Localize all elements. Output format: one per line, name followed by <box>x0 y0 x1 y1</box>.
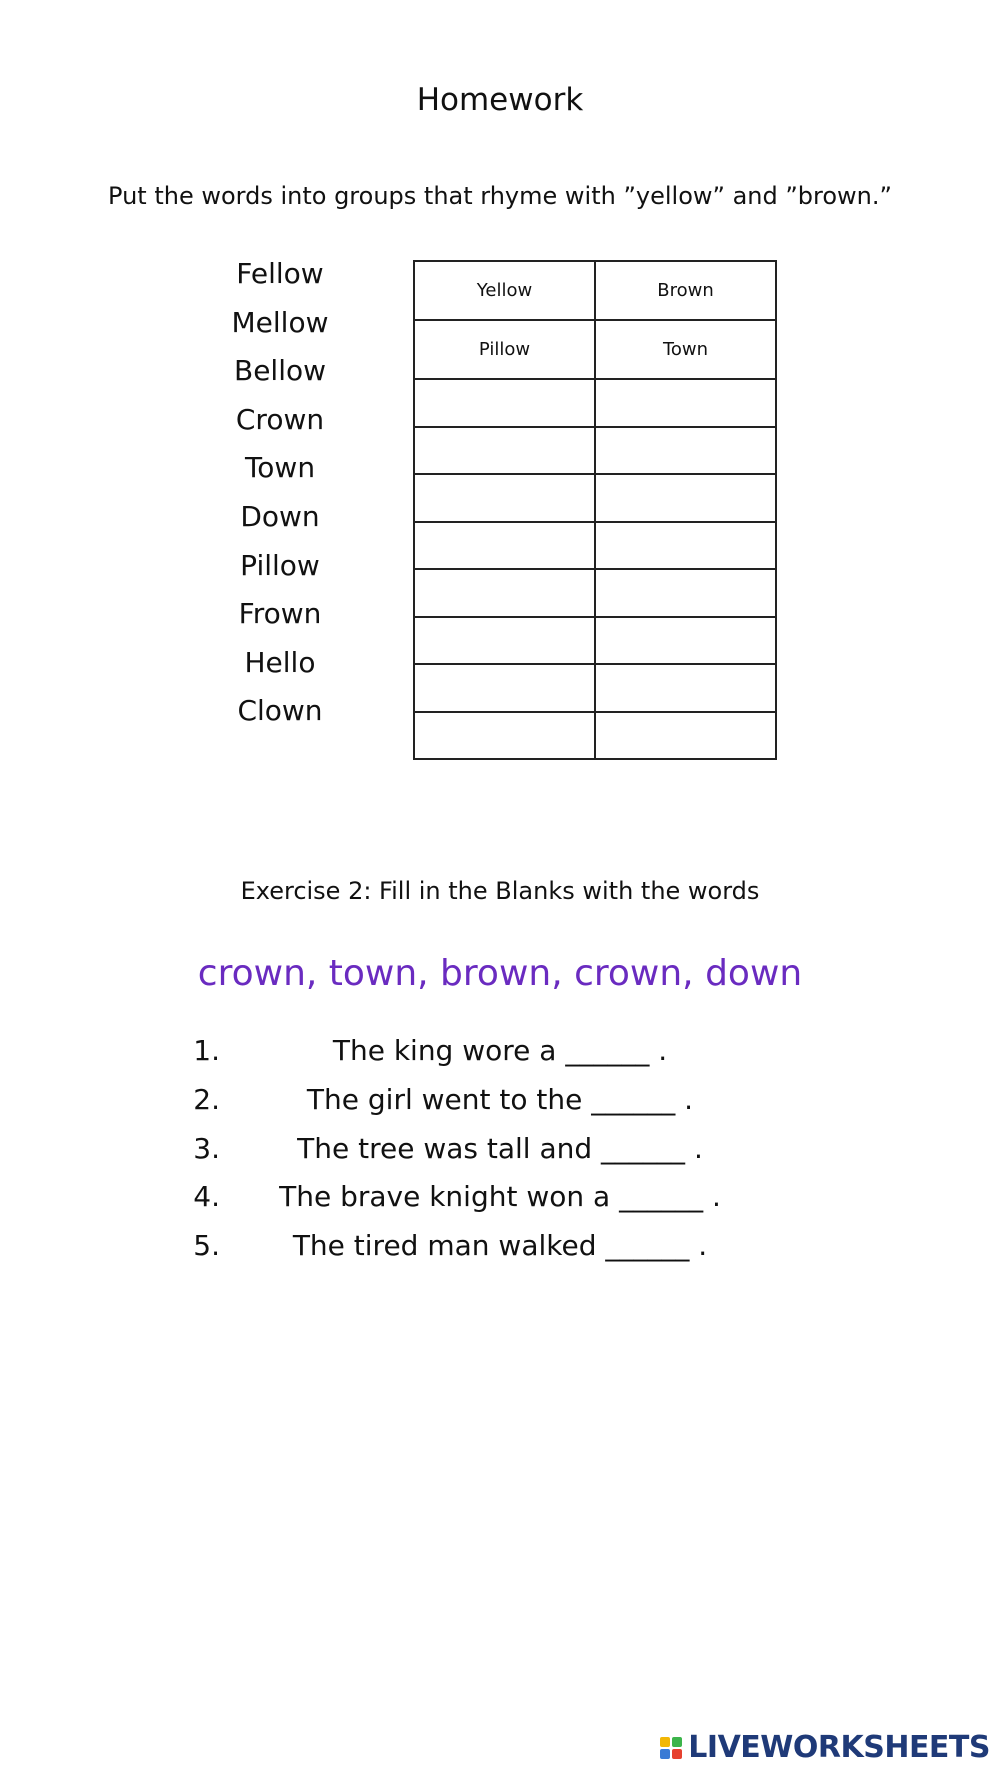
answer-cell-yellow[interactable] <box>414 712 595 760</box>
word-item: Hello <box>244 645 316 679</box>
answer-cell-yellow[interactable] <box>414 617 595 665</box>
brand-text: LIVEWORKSHEETS <box>688 1730 990 1765</box>
exercise-2-heading: Exercise 2: Fill in the Blanks with the words <box>240 877 760 905</box>
liveworksheets-logo-icon <box>660 1737 682 1759</box>
sentence-text: The tree was tall and ______ . <box>297 1131 703 1165</box>
table-row <box>414 664 776 712</box>
table-row <box>414 569 776 617</box>
sentence-number: 1. <box>193 1034 220 1067</box>
answer-cell-brown[interactable] <box>595 617 776 665</box>
table-row <box>414 474 776 522</box>
sentence-number: 2. <box>193 1082 220 1116</box>
answer-cell-brown[interactable] <box>595 474 776 522</box>
answer-cell-yellow[interactable] <box>414 664 595 712</box>
answer-cell-brown[interactable] <box>595 427 776 475</box>
table-header-row <box>414 261 776 320</box>
word-item: Crown <box>235 402 325 436</box>
column-header-brown: Brown <box>595 261 776 320</box>
logo-square <box>660 1749 670 1759</box>
answer-cell-yellow[interactable] <box>414 569 595 617</box>
answer-cell-yellow[interactable] <box>414 522 595 570</box>
rhyme-table <box>413 260 777 760</box>
table-row <box>414 617 776 665</box>
table-example-row <box>414 320 776 379</box>
answer-cell-yellow[interactable] <box>414 427 595 475</box>
logo-square <box>660 1737 670 1747</box>
column-header-yellow: Yellow <box>414 261 595 320</box>
word-item: Town <box>244 451 316 485</box>
sentence-text: The king wore a ______ . <box>332 1034 668 1067</box>
word-item: Bellow <box>233 354 327 388</box>
page-title: Homework <box>416 82 584 118</box>
word-item: Down <box>240 499 320 533</box>
liveworksheets-brand[interactable] <box>660 1730 990 1765</box>
sentence-text: The girl went to the ______ . <box>306 1082 694 1116</box>
sentence-number: 4. <box>193 1180 220 1214</box>
sentence-number: 5. <box>193 1229 220 1263</box>
example-cell-yellow: Pillow <box>414 320 595 379</box>
sentence-item <box>180 1176 820 1225</box>
word-item: Clown <box>237 694 323 728</box>
answer-cell-yellow[interactable] <box>414 379 595 427</box>
sentence-number: 3. <box>193 1131 220 1165</box>
answer-cell-brown[interactable] <box>595 712 776 760</box>
sentence-item <box>180 1128 820 1177</box>
logo-square <box>672 1737 682 1747</box>
sentence-item <box>180 1030 820 1079</box>
answer-cell-brown[interactable] <box>595 569 776 617</box>
answer-cell-brown[interactable] <box>595 664 776 712</box>
word-list <box>200 253 360 739</box>
table-row <box>414 712 776 760</box>
word-item: Frown <box>238 597 322 631</box>
sentence-item <box>180 1079 820 1128</box>
word-item: Fellow <box>236 257 324 290</box>
word-item: Pillow <box>240 548 320 582</box>
table-row <box>414 427 776 475</box>
sentence-text: The brave knight won a ______ . <box>279 1180 721 1214</box>
sentence-list <box>180 1030 820 1274</box>
sentence-text: The tired man walked ______ . <box>292 1229 708 1263</box>
table-row <box>414 379 776 427</box>
word-bank: crown, town, brown, crown, down <box>197 953 803 994</box>
instruction-text: Put the words into groups that rhyme with ”yellow” and ”brown.” <box>108 182 892 210</box>
answer-cell-brown[interactable] <box>595 522 776 570</box>
example-cell-brown: Town <box>595 320 776 379</box>
table-row <box>414 522 776 570</box>
sentence-item <box>180 1225 820 1274</box>
logo-square <box>672 1749 682 1759</box>
word-item: Mellow <box>231 305 329 339</box>
answer-cell-yellow[interactable] <box>414 474 595 522</box>
answer-cell-brown[interactable] <box>595 379 776 427</box>
